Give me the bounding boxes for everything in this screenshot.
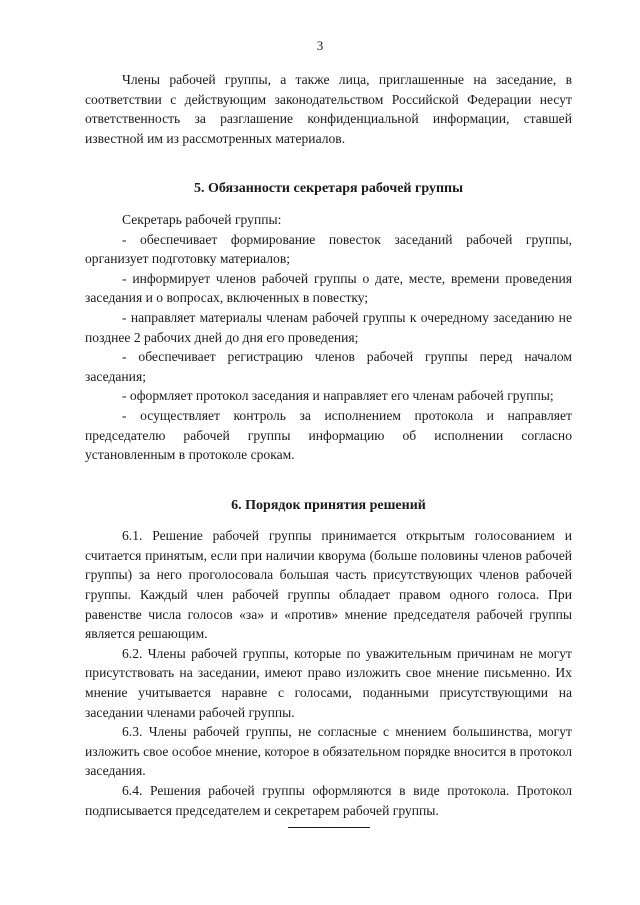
section-5-title: 5. Обязанности секретаря рабочей группы xyxy=(193,181,464,197)
section-6-paragraph: 6.3. Члены рабочей группы, не согласные с мнением большинства, могут изложить свое особое мнение, которое в обязательном порядке вносится в протокол заседания. xyxy=(85,724,573,779)
section-6-title: 6. Порядок принятия решений xyxy=(231,497,426,513)
spacer xyxy=(85,199,572,210)
spacer xyxy=(85,148,572,179)
intro-paragraph: Члены рабочей группы, а также лица, приглашенные на заседание, в соответствии с действующим законодательством Российской Федерации несут ответственность за разглашение конфиденциальной информации, ставшей известной им из рассмотренных материалов. xyxy=(85,72,572,146)
section-5-item: - направляет материалы членам рабочей группы к очередному заседанию не позднее 2 рабочих дней до дня его проведения; xyxy=(85,309,572,345)
end-divider-line xyxy=(288,827,370,828)
section-5-item: - информирует членов рабочей группы о дате, месте, времени проведения заседания и о вопросах, включенных в повестку; xyxy=(85,270,572,306)
section-5-item: - оформляет протокол заседания и направляет его членам рабочей группы; xyxy=(122,388,554,404)
section-5-item: - обеспечивает формирование повесток заседаний рабочей группы, организует подготовку материалов; xyxy=(85,231,572,267)
section-6-paragraph: 6.1. Решение рабочей группы принимается открытым голосованием и считается принятым, если при наличии кворума (больше половины членов рабочей группы) за него проголосовала большая часть присутствующих членов рабочей группы. Каждый член рабочей группы обладает правом одного голоса. При равенстве числа голосов «за» и «против» мнение председателя рабочей группы является решающим. xyxy=(85,528,572,642)
section-6-paragraph: 6.4. Решения рабочей группы оформляются в виде протокола. Протокол подписывается председателем и секретарем рабочей группы. xyxy=(85,783,572,818)
document-body xyxy=(85,70,572,820)
section-5-item: - осуществляет контроль за исполнением протокола и направляет председателю рабочей группы информацию об исполнении согласно установленным в протоколе срокам. xyxy=(85,407,572,463)
section-5-lead: Секретарь рабочей группы: xyxy=(122,211,282,227)
section-6-paragraph: 6.2. Члены рабочей группы, которые по уважительным причинам не могут присутствовать на заседании, имеют право изложить свое мнение письменно. Их мнение учитывается наравне с голосами, поданными присутствующими на заседании членами рабочей группы. xyxy=(85,645,572,720)
spacer xyxy=(85,465,572,496)
spacer xyxy=(85,515,572,526)
page-number: 3 xyxy=(316,38,324,53)
section-5-item: - обеспечивает регистрацию членов рабочей группы перед началом заседания; xyxy=(85,349,572,384)
